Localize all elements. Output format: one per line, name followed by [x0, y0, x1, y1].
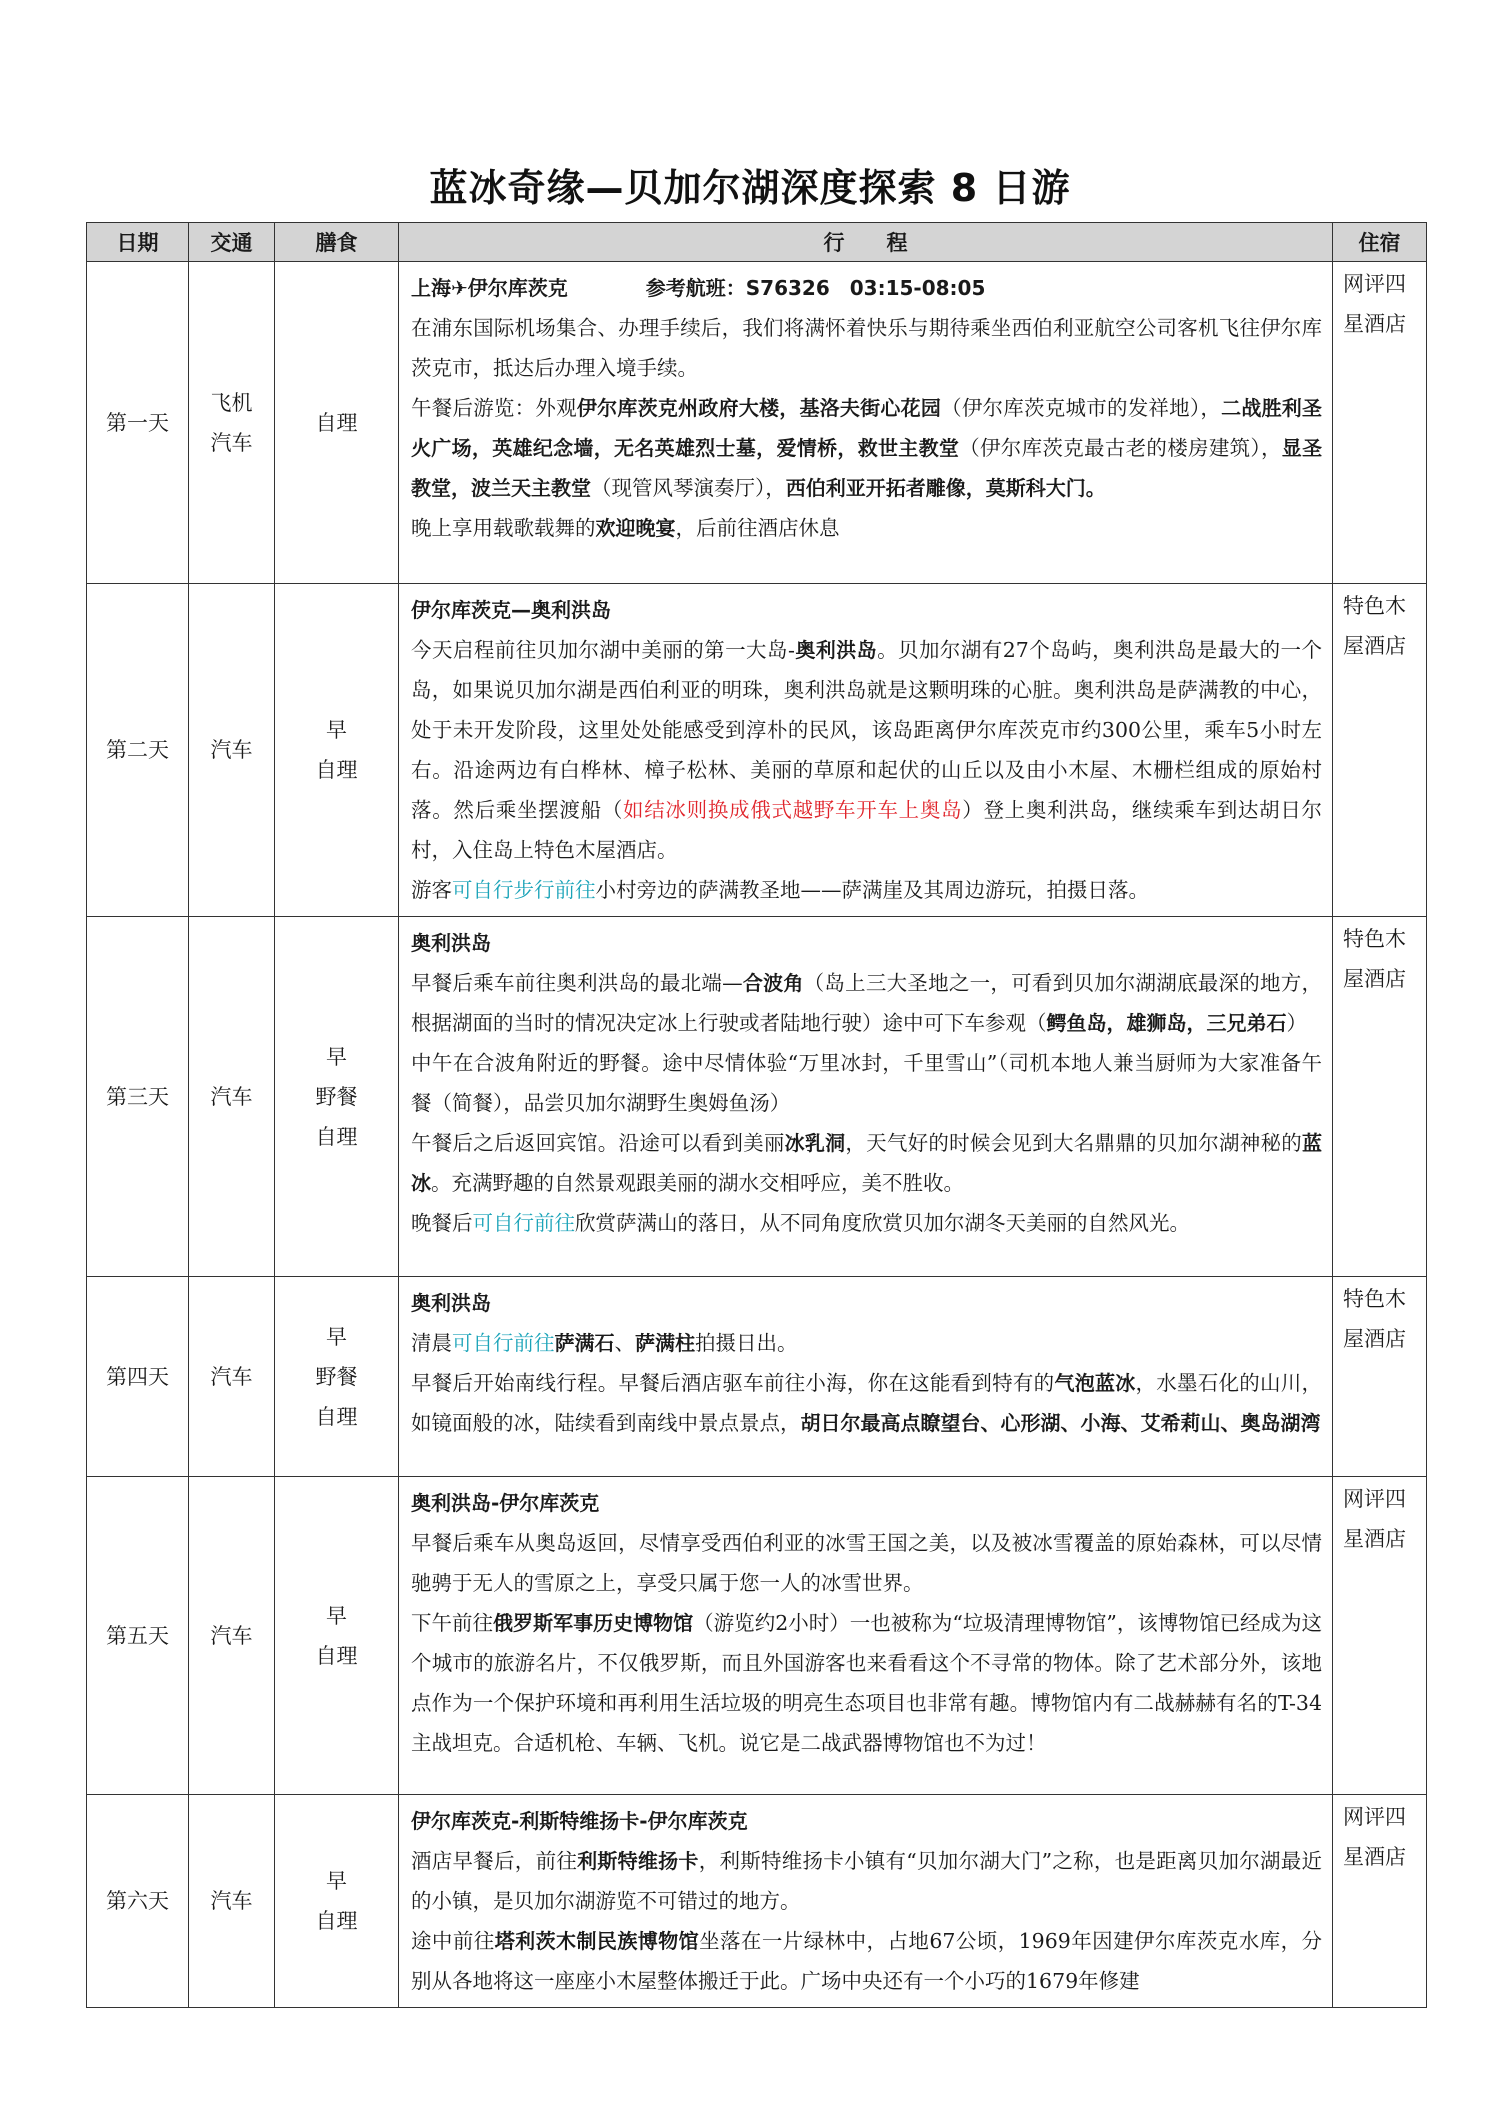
itinerary-paragraph: 今天启程前往贝加尔湖中美丽的第一大岛-奥利洪岛。贝加尔湖有27个岛屿，奥利洪岛是最大的一个岛，如果说贝加尔湖是西伯利亚的明珠，奥利洪岛就是这颗明珠的心脏。奥利洪岛是萨满教的中心，处于未开发阶段，这里处处能感受到淳朴的民风，该岛距离伊尔库茨克市约300公里，乘车5小时左右。沿途两边有白桦林、樟子松林、美丽的草原和起伏的山丘以及由小木屋、木栅栏组成的原始村落。然后乘坐摆渡船（如结冰则换成俄式越野车开车上奥岛）登上奥利洪岛，继续乘车到达胡日尔村，入住岛上特色木屋酒店。 — [411, 638, 1323, 862]
meal-item: 自理 — [315, 758, 358, 782]
table-header-row — [87, 223, 1427, 262]
itinerary-paragraph: 清晨可自行前往萨满石、萨满柱拍摄日出。 — [411, 1331, 798, 1355]
route-title: 奥利洪岛 — [411, 931, 491, 955]
header-transport: 交通 — [189, 223, 275, 262]
meal-item: 早 — [326, 1324, 347, 1349]
route-title: 伊尔库茨克—奥利洪岛 — [411, 598, 611, 622]
table-row — [87, 917, 1427, 1277]
itinerary-cell — [399, 1795, 1333, 2008]
day-label: 第二天 — [87, 584, 189, 917]
table-row — [87, 262, 1427, 584]
meal-item: 自理 — [315, 1643, 358, 1668]
itinerary-paragraph: 午餐后游览：外观伊尔库茨克州政府大楼，基洛夫街心花园（伊尔库茨克城市的发祥地），二战胜利圣火广场，英雄纪念墙，无名英雄烈士墓，爱情桥，救世主教堂（伊尔库茨克最古老的楼房建筑），显圣教堂，波兰天主教堂（现管风琴演奏厅），西伯利亚开拓者雕像，莫斯科大门。 — [411, 396, 1323, 500]
transport-cell — [189, 262, 275, 584]
route-title: 伊尔库茨克-利斯特维扬卡-伊尔库茨克 — [411, 1809, 748, 1833]
hotel-cell: 网评四星酒店 — [1333, 1795, 1427, 2008]
header-date: 日期 — [87, 223, 189, 262]
itinerary-paragraph: 午餐后之后返回宾馆。沿途可以看到美丽冰乳洞，天气好的时候会见到大名鼎鼎的贝加尔湖神秘的蓝冰。充满野趣的自然景观跟美丽的湖水交相呼应，美不胜收。 — [411, 1131, 1323, 1195]
meal-item: 早 — [326, 718, 347, 742]
transport-cell — [189, 1477, 275, 1795]
meal-item: 自理 — [315, 1909, 358, 1933]
meals-cell — [275, 584, 399, 917]
itinerary-paragraph: 在浦东国际机场集合、办理手续后，我们将满怀着快乐与期待乘坐西伯利亚航空公司客机飞往伊尔库茨克市，抵达后办理入境手续。 — [411, 316, 1322, 380]
day-label: 第一天 — [87, 262, 189, 584]
itinerary-cell — [399, 584, 1333, 917]
meal-item: 早 — [326, 1603, 347, 1628]
transport-item: 汽车 — [210, 738, 253, 762]
transport-cell — [189, 917, 275, 1277]
itinerary-cell — [399, 1277, 1333, 1477]
header-hotel: 住宿 — [1333, 223, 1427, 262]
transport-cell — [189, 584, 275, 917]
route-title: 上海✈伊尔库茨克 参考航班：S76326 03:15-08:05 — [411, 276, 986, 300]
meal-item: 自理 — [315, 1124, 358, 1149]
table-row — [87, 584, 1427, 917]
meal-item: 早 — [326, 1869, 347, 1893]
day-label: 第三天 — [87, 917, 189, 1277]
itinerary-paragraph: 下午前往俄罗斯军事历史博物馆（游览约2小时）一也被称为“垃圾清理博物馆”，该博物馆已经成为这个城市的旅游名片，不仅俄罗斯，而且外国游客也来看看这个不寻常的物体。除了艺术部分外，该地点作为一个保护环境和再利用生活垃圾的明亮生态项目也非常有趣。博物馆内有二战赫赫有名的T-34主战坦克。合适机枪、车辆、飞机。说它是二战武器博物馆也不为过！ — [411, 1611, 1322, 1755]
meals-cell — [275, 1277, 399, 1477]
flight-info: 参考航班：S76326 03:15-08:05 — [645, 276, 986, 300]
table-row — [87, 1795, 1427, 2008]
hotel-cell: 特色木屋酒店 — [1333, 1277, 1427, 1477]
itinerary-paragraph: 早餐后开始南线行程。早餐后酒店驱车前往小海，你在这能看到特有的气泡蓝冰，水墨石化的山川，如镜面般的冰，陆续看到南线中景点景点，胡日尔最高点瞭望台、心形湖、小海、艾希莉山、奥岛湖湾 — [411, 1371, 1323, 1435]
note-teal: 可自行步行前往 — [452, 878, 596, 902]
day-label: 第五天 — [87, 1477, 189, 1795]
meal-item: 自理 — [315, 410, 358, 435]
meals-cell — [275, 1477, 399, 1795]
meal-item: 野餐 — [315, 1364, 358, 1389]
itinerary-paragraph: 中午在合波角附近的野餐。途中尽情体验“万里冰封，千里雪山”（司机本地人兼当厨师为大家准备午餐（简餐），品尝贝加尔湖野生奥姆鱼汤） — [411, 1051, 1322, 1115]
itinerary-table — [86, 222, 1427, 2008]
transport-item: 飞机 — [210, 390, 253, 415]
note-red: 如结冰则换成俄式越野车开车上奥岛 — [623, 798, 963, 822]
transport-cell — [189, 1795, 275, 2008]
meal-item: 自理 — [315, 1404, 358, 1429]
transport-item: 汽车 — [210, 1889, 253, 1913]
itinerary-paragraph: 早餐后乘车前往奥利洪岛的最北端—合波角（岛上三大圣地之一，可看到贝加尔湖湖底最深的地方，根据湖面的当时的情况决定冰上行驶或者陆地行驶）途中可下车参观（鳄鱼岛，雄狮岛，三兄弟石） — [411, 971, 1323, 1035]
itinerary-paragraph: 途中前往塔利茨木制民族博物馆坐落在一片绿林中，占地67公顷，1969年因建伊尔库茨克水库，分别从各地将这一座座小木屋整体搬迁于此。广场中央还有一个小巧的1679年修建 — [411, 1929, 1322, 1993]
day-label: 第六天 — [87, 1795, 189, 2008]
transport-item: 汽车 — [210, 430, 253, 455]
meal-item: 早 — [326, 1044, 347, 1069]
day-label: 第四天 — [87, 1277, 189, 1477]
itinerary-cell — [399, 262, 1333, 584]
meals-cell — [275, 1795, 399, 2008]
route-title: 奥利洪岛-伊尔库茨克 — [411, 1491, 600, 1515]
itinerary-paragraph: 早餐后乘车从奥岛返回，尽情享受西伯利亚的冰雪王国之美，以及被冰雪覆盖的原始森林，可以尽情驰骋于无人的雪原之上，享受只属于您一人的冰雪世界。 — [411, 1531, 1322, 1595]
document-title: 蓝冰奇缘—贝加尔湖深度探索 8 日游 — [429, 166, 1071, 210]
route-title: 奥利洪岛 — [411, 1291, 491, 1315]
hotel-cell: 特色木屋酒店 — [1333, 917, 1427, 1277]
itinerary-paragraph: 酒店早餐后，前往利斯特维扬卡，利斯特维扬卡小镇有“贝加尔湖大门”之称，也是距离贝加尔湖最近的小镇，是贝加尔湖游览不可错过的地方。 — [411, 1849, 1323, 1913]
hotel-cell: 特色木屋酒店 — [1333, 584, 1427, 917]
itinerary-paragraph: 晚餐后可自行前往欣赏萨满山的落日，从不同角度欣赏贝加尔湖冬天美丽的自然风光。 — [411, 1211, 1190, 1235]
note-teal: 可自行前往 — [452, 1331, 555, 1355]
note-teal: 可自行前往 — [472, 1211, 575, 1235]
table-row — [87, 1477, 1427, 1795]
hotel-cell: 网评四星酒店 — [1333, 1477, 1427, 1795]
itinerary-cell — [399, 1477, 1333, 1795]
meals-cell — [275, 262, 399, 584]
itinerary-cell — [399, 917, 1333, 1277]
meal-item: 野餐 — [315, 1084, 358, 1109]
meals-cell — [275, 917, 399, 1277]
transport-item: 汽车 — [210, 1084, 253, 1109]
itinerary-paragraph: 游客可自行步行前往小村旁边的萨满教圣地——萨满崖及其周边游玩，拍摄日落。 — [411, 878, 1149, 902]
hotel-cell: 网评四星酒店 — [1333, 262, 1427, 584]
itinerary-paragraph: 晚上享用载歌载舞的欢迎晚宴，后前往酒店休息 — [411, 516, 840, 540]
transport-item: 汽车 — [210, 1364, 253, 1389]
header-meals: 膳食 — [275, 223, 399, 262]
table-row — [87, 1277, 1427, 1477]
transport-cell — [189, 1277, 275, 1477]
transport-item: 汽车 — [210, 1623, 253, 1648]
header-itinerary: 行 程 — [399, 223, 1333, 262]
